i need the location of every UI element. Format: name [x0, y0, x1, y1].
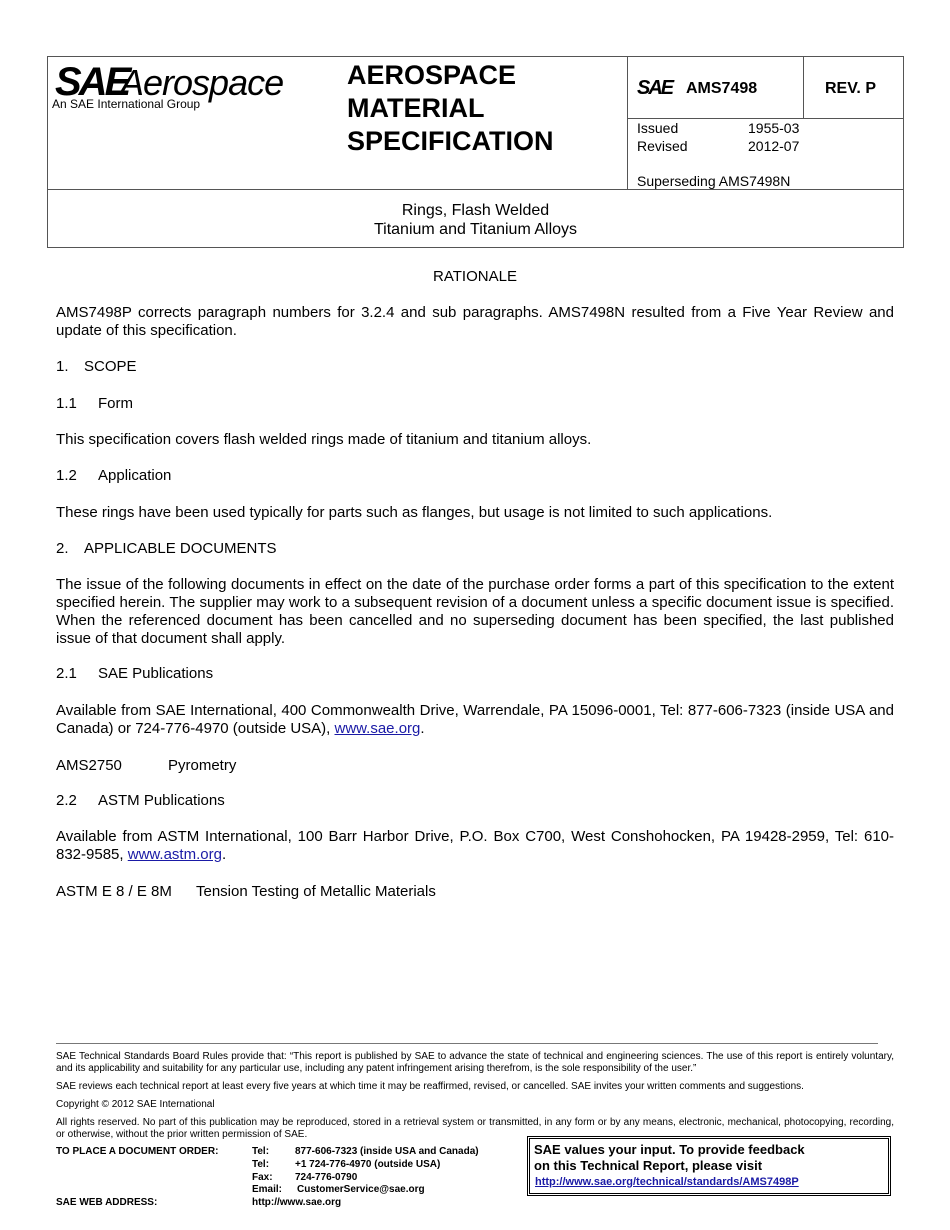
spec-type — [347, 59, 607, 158]
section-text-body: Available from SAE International, 400 Commonwealth Drive, Warrendale, PA 15096-0001, Tel: 877-606-7323 (inside USA and Canada) or 724-776-4970 (outside USA), — [56, 702, 894, 737]
web-value: http://www.sae.org — [252, 1197, 342, 1208]
reference-title: Pyrometry — [168, 757, 237, 774]
footer-copyright: Copyright © 2012 SAE International — [56, 1099, 215, 1110]
revised-value: 2012-07 — [748, 138, 800, 154]
punctuation: . — [221, 846, 227, 863]
sae-website-link[interactable]: www.sae.org — [334, 720, 421, 737]
section-number: 1.1 — [56, 395, 77, 412]
footer-rights-text: All rights reserved. No part of this publication may be reproduced, stored in a retrieval system or transmitted, in any form or by any means, electronic, mechanical, photocopying, recording, or otherwise, without the prior written permission of SAE. — [56, 1117, 894, 1140]
reference-title: Tension Testing of Metallic Materials — [196, 883, 436, 900]
section-number: 2. — [56, 540, 69, 557]
rationale-text: AMS7498P corrects paragraph numbers for 3.2.4 and sub paragraphs. AMS7498N resulted from a Five Year Review and update of this specification. — [56, 304, 894, 339]
feedback-line: on this Technical Report, please visit — [534, 1158, 763, 1173]
feedback-link[interactable]: http://www.sae.org/technical/standards/AMS7498P — [535, 1176, 799, 1188]
doc-number: AMS7498 — [686, 80, 758, 97]
header-divider — [627, 118, 904, 119]
footer-divider — [56, 1043, 878, 1044]
revision: REV. P — [825, 80, 876, 97]
section-title: SAE Publications — [98, 665, 214, 682]
fax-label: Fax: — [252, 1172, 273, 1183]
web-label: SAE WEB ADDRESS: — [56, 1197, 158, 1208]
footer-rules-text: SAE Technical Standards Board Rules provide that: “This report is published by SAE to advance the state of technical and engineering sciences. The use of this report is entirely voluntary, and its applicability and suitability for any particular use, including any patent infringement arising therefrom, is the sole responsibility of the user.” — [56, 1051, 894, 1074]
section-text-body: Available from ASTM International, 100 Barr Harbor Drive, P.O. Box C700, West Conshohocken, PA 19428-2959, Tel: 610-832-9585, — [56, 828, 894, 863]
spec-type-line: MATERIAL — [347, 93, 485, 123]
section-heading — [56, 792, 225, 809]
doc-title-line1: Rings, Flash Welded — [401, 202, 550, 219]
footer-review-text: SAE reviews each technical report at least every five years at which time it may be reaffirmed, revised, or cancelled. SAE invites your written comments and suggestions. — [56, 1081, 804, 1092]
sae-logo-aerospace: Aerospace — [120, 62, 284, 103]
section-title: Application — [98, 467, 172, 484]
reference-code: AMS2750 — [56, 757, 122, 774]
superseding: Superseding AMS7498N — [637, 173, 791, 189]
sae-logo-mark: SAE — [55, 60, 129, 104]
email-value: CustomerService@sae.org — [297, 1184, 425, 1195]
issued-value: 1955-03 — [748, 120, 800, 136]
tel-value: 877-606-7323 (inside USA and Canada) — [295, 1146, 479, 1157]
section-text: The issue of the following documents in effect on the date of the purchase order forms a part of this specification to the extent specified herein. The supplier may work to a subsequent revision of a document unless a specific document issue is specified. When the referenced document has been cancelled and no superseding document has been specified, the last published issue of that document shall apply. — [56, 576, 894, 647]
section-number: 1.2 — [56, 467, 77, 484]
section-text: These rings have been used typically for parts such as flanges, but usage is not limited to such applications. — [56, 504, 773, 521]
issued-label: Issued — [637, 120, 679, 136]
feedback-line: SAE values your input. To provide feedback — [534, 1142, 805, 1157]
section-heading — [56, 358, 137, 375]
section-title: Form — [98, 395, 133, 412]
tel2-value: +1 724-776-4970 (outside USA) — [295, 1159, 441, 1170]
sae-mark-small: SAE — [637, 77, 673, 99]
header-divider — [47, 189, 904, 190]
section-number: 1. — [56, 358, 69, 375]
spec-type-line: SPECIFICATION — [347, 126, 554, 156]
section-text — [56, 828, 894, 864]
doc-title-line2: Titanium and Titanium Alloys — [373, 221, 578, 238]
email-label: Email: — [252, 1184, 283, 1195]
header-divider — [627, 56, 628, 190]
astm-website-link[interactable]: www.astm.org — [127, 846, 222, 863]
section-title: ASTM Publications — [98, 792, 225, 809]
tel-label: Tel: — [252, 1146, 270, 1157]
section-heading — [56, 540, 277, 557]
section-heading — [56, 467, 171, 484]
header-divider — [803, 56, 804, 119]
section-heading — [56, 395, 133, 412]
tel2-label: Tel: — [252, 1159, 270, 1170]
section-text: This specification covers flash welded rings made of titanium and titanium alloys. — [56, 431, 592, 448]
punctuation: . — [420, 720, 425, 737]
section-text — [56, 702, 894, 738]
revised-label: Revised — [637, 138, 688, 154]
section-title: SCOPE — [84, 358, 137, 375]
section-title: APPLICABLE DOCUMENTS — [84, 540, 277, 557]
section-number: 2.1 — [56, 665, 77, 682]
reference-code: ASTM E 8 / E 8M — [56, 883, 172, 900]
fax-value: 724-776-0790 — [295, 1172, 358, 1183]
section-number: 2.2 — [56, 792, 77, 809]
section-heading — [56, 665, 213, 682]
sae-logo-subtitle: An SAE International Group — [52, 97, 201, 111]
order-label: TO PLACE A DOCUMENT ORDER: — [56, 1146, 219, 1157]
spec-type-line: AEROSPACE — [347, 60, 517, 90]
rationale-heading: RATIONALE — [433, 268, 517, 285]
feedback-text — [534, 1142, 884, 1174]
